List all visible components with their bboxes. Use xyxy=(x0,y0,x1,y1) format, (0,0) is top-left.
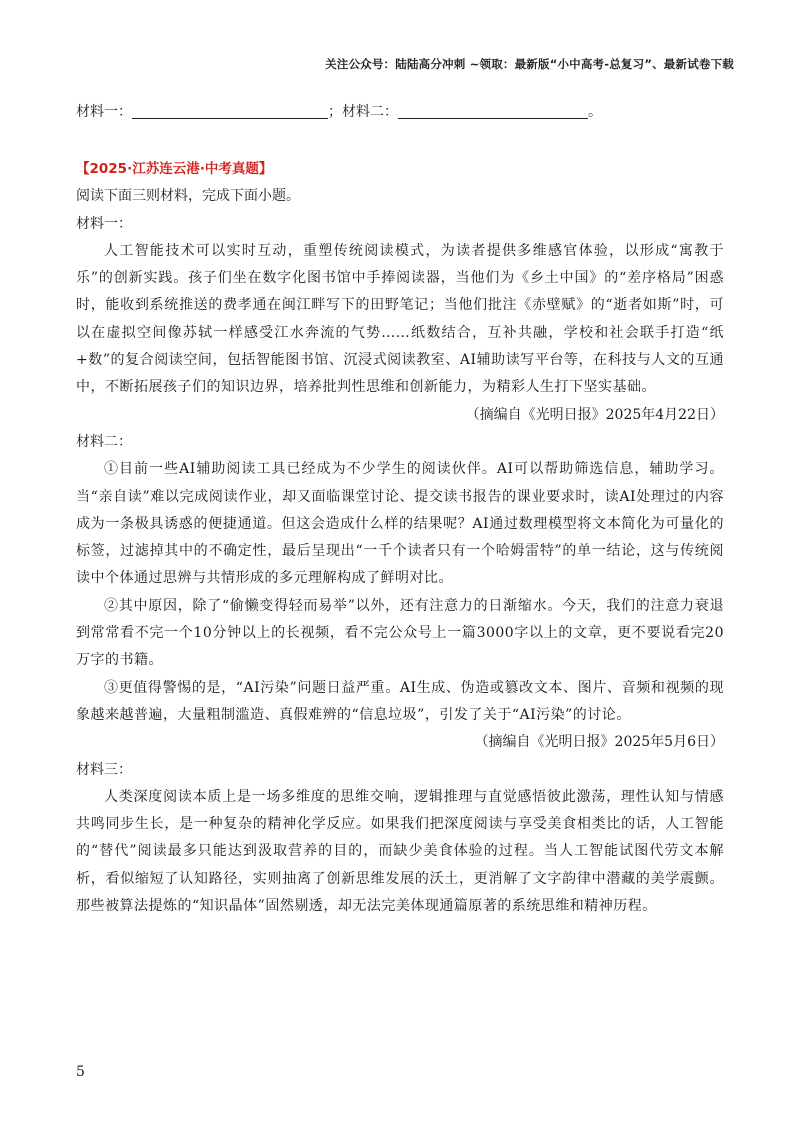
answer-blank-1[interactable] xyxy=(132,104,328,119)
answer-line xyxy=(76,101,602,121)
page-header: 关注公众号：陆陆高分冲刺 ~领取：最新版“小中高考-总复习”、最新试卷下载 xyxy=(325,57,734,71)
answer-label-1: 材料一： xyxy=(76,104,132,120)
material2-paragraph-3: ③更值得警惕的是，“AI污染”问题日益严重。AI生成、伪造或篡改文本、图片、音频和视频的现象越来越普遍，大量粗制滥造、真假难辨的“信息垃圾”，引发了关于“AI污染”的讨论。 xyxy=(76,679,724,723)
question-source-tag: 【2025·江苏连云港·中考真题】 xyxy=(76,161,273,177)
material2-paragraph-2: ②其中原因，除了“偷懒变得轻而易举”以外，还有注意力的日渐缩水。今天，我们的注意力衰退到常常看不完一个10分钟以上的长视频，看不完公众号上一篇3000字以上的文章，更不要说看完20万字的书籍。 xyxy=(76,597,724,669)
material1-label: 材料一： xyxy=(76,215,132,232)
material1-source: （摘编自《光明日报》2025年4月22日） xyxy=(465,406,724,423)
material2-paragraph-1: ①目前一些AI辅助阅读工具已经成为不少学生的阅读伙伴。AI可以帮助筛选信息，辅助学习。当“亲自读”难以完成阅读作业，却又面临课堂讨论、提交读书报告的课业要求时，读AI处理过的内容成为一条极具诱惑的便捷通道。但这会造成什么样的结果呢？AI通过数理模型将文本简化为可量化的标签，过滤掉其中的不确定性，最后呈现出“一千个读者只有一个哈姆雷特”的单一结论，这与传统阅读中个体通过思辨与共情形成的多元理解构成了鲜明对比。 xyxy=(76,461,724,587)
document-body xyxy=(76,156,724,920)
material3-paragraph: 人类深度阅读本质上是一场多维度的思维交响，逻辑推理与直觉感悟彼此激荡，理性认知与情感共鸣同步生长，是一种复杂的精神化学反应。如果我们把深度阅读与享受美食相类比的话，人工智能的“替代”阅读最多只能达到汲取营养的目的，而缺少美食体验的过程。当人工智能试图代劳文本解析，看似缩短了认知路径，实则抽离了创新思维发展的沃土，更消解了文字韵律中潜藏的美学震颤。那些被算法提炼的“知识晶体”固然剔透，却无法完美体现通篇原著的系统思维和精神历程。 xyxy=(76,788,724,915)
answer-blank-2[interactable] xyxy=(398,104,588,119)
answer-end: 。 xyxy=(588,104,602,120)
question-instruction: 阅读下面三则材料，完成下面小题。 xyxy=(76,188,300,205)
material2-label: 材料二： xyxy=(76,433,132,450)
page-number: 5 xyxy=(76,1064,85,1080)
material2-source: （摘编自《光明日报》2025年5月6日） xyxy=(474,734,724,751)
material1-paragraph: 人工智能技术可以实时互动，重塑传统阅读模式，为读者提供多维感官体验，以形成“寓教于乐”的创新实践。孩子们坐在数字化图书馆中手捧阅读器，当他们为《乡土中国》的“差序格局”困惑时，能收到系统推送的费孝通在闽江畔写下的田野笔记；当他们批注《赤壁赋》的“逝者如斯”时，可以在虚拟空间像苏轼一样感受江水奔流的气势……纸数结合，互补共融，学校和社会联手打造“纸+数”的复合阅读空间，包括智能图书馆、沉浸式阅读教室、AI辅助读写平台等，在科技与人文的互通中，不断拓展孩子们的知识边界，培养批判性思维和创新能力，为精彩人生打下坚实基础。 xyxy=(76,242,724,396)
answer-separator: ；材料二： xyxy=(328,104,398,120)
material3-label: 材料三： xyxy=(76,761,132,778)
